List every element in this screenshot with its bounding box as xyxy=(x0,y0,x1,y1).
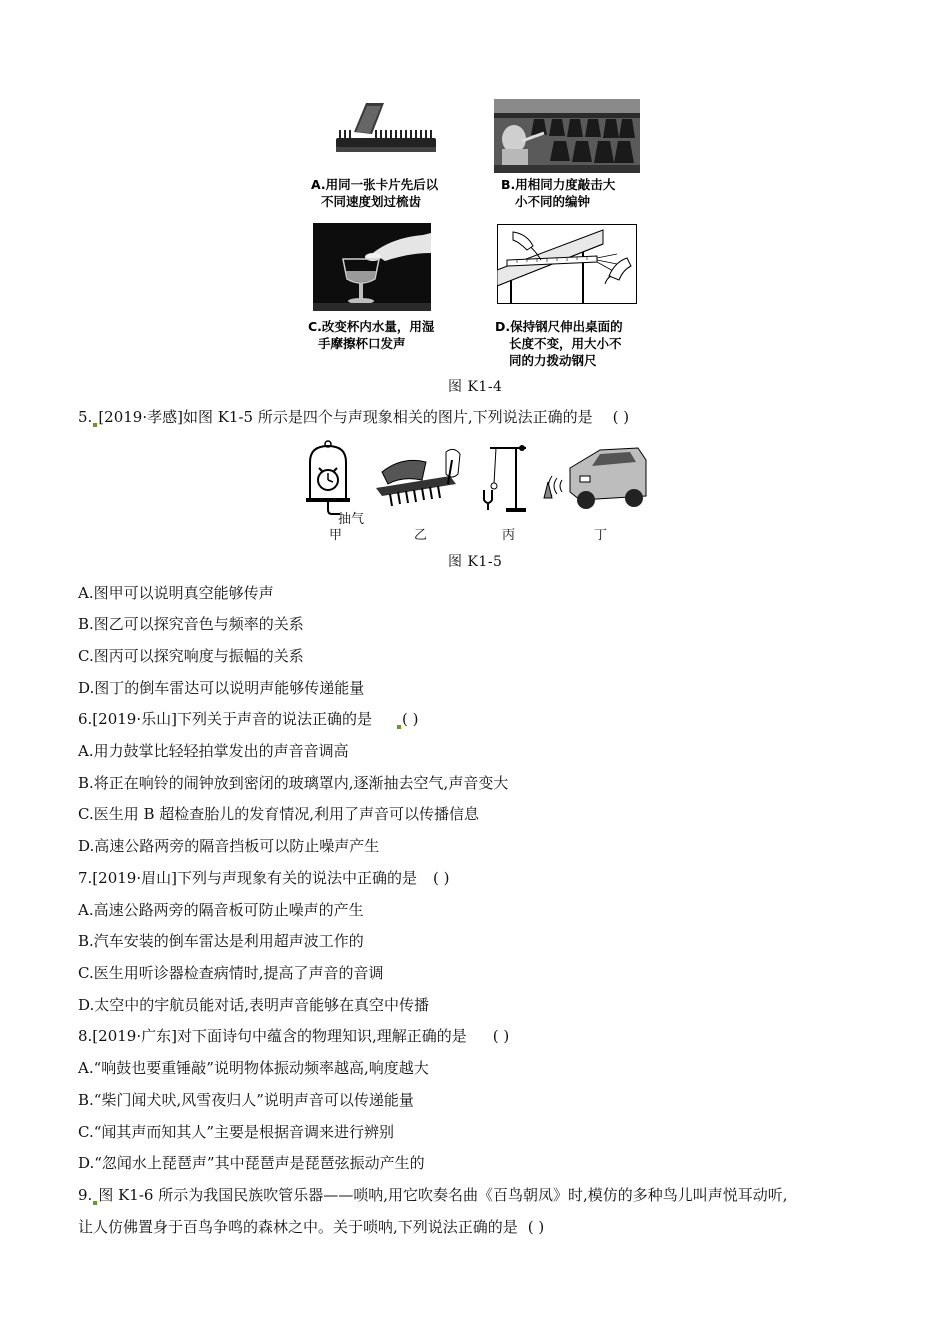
answer-paren: ( ) xyxy=(527,1218,545,1236)
caption-a-line1: A.用同一张卡片先后以 xyxy=(311,177,439,192)
answer-paren: ( ) xyxy=(432,869,450,887)
caption-c-line2: 手摩擦杯口发声 xyxy=(318,336,406,351)
question-5-stem xyxy=(78,407,629,427)
question-7-text: 7.[2019·眉山]下列与声现象有关的说法中正确的是 xyxy=(78,869,417,887)
answer-paren: ( ) xyxy=(612,408,630,426)
q8-option-b: B.“柴门闻犬吠,风雪夜归人”说明声音可以传递能量 xyxy=(78,1091,414,1109)
q8-option-d: D.“忽闻水上琵琶声”其中琵琶声是琵琶弦振动产生的 xyxy=(78,1154,425,1172)
figure-c-glass-finger-photo xyxy=(313,223,431,311)
question-5-text: [2019·孝感]如图 K1-5 所示是四个与声现象相关的图片,下列说法正确的是 xyxy=(98,408,593,426)
q8-option-c: C.“闻其声而知其人”主要是根据音调来进行辨别 xyxy=(78,1123,395,1141)
q7-option-c: C.医生用听诊器检查病情时,提高了声音的音调 xyxy=(78,964,384,982)
edit-mark xyxy=(93,1201,97,1205)
figure-label-jia: 甲 xyxy=(329,528,343,543)
question-9-text-line2: 让人仿佛置身于百鸟争鸣的森林之中。关于唢呐,下列说法正确的是 xyxy=(78,1218,518,1236)
q6-option-d: D.高速公路两旁的隔音挡板可以防止噪声产生 xyxy=(78,837,380,855)
tuning-fork-icon xyxy=(484,445,526,512)
car-radar-icon xyxy=(544,448,646,509)
q5-option-a: A.图甲可以说明真空能够传声 xyxy=(78,584,274,602)
q5-option-d: D.图丁的倒车雷达可以说明声能够传递能量 xyxy=(78,679,365,697)
caption-d-line1: D.保持钢尺伸出桌面的 xyxy=(495,319,623,334)
q5-option-c: C.图丙可以探究响度与振幅的关系 xyxy=(78,647,304,665)
q6-option-c: C.医生用 B 超检查胎儿的发育情况,利用了声音可以传播信息 xyxy=(78,805,480,823)
pump-label: 抽气 xyxy=(338,512,365,527)
comb-hand-icon xyxy=(376,449,460,506)
q5-option-b: B.图乙可以探究音色与频率的关系 xyxy=(78,615,304,633)
answer-paren: ( ) xyxy=(492,1027,510,1045)
edit-mark xyxy=(397,725,401,729)
answer-paren: ( ) xyxy=(401,710,419,728)
caption-b-line1: B.用相同力度敲击大 xyxy=(501,177,616,192)
figure-k1-5-label: 图 K1-5 xyxy=(448,554,503,570)
figure-label-ding: 丁 xyxy=(594,528,608,543)
question-9-line1 xyxy=(78,1185,788,1205)
question-9-text-line1: 图 K1-6 所示为我国民族吹管乐器——唢呐,用它吹奏名曲《百鸟朝凤》时,模仿的多种鸟儿叫声悦耳动听, xyxy=(98,1186,788,1204)
figure-label-yi: 乙 xyxy=(414,528,428,543)
figure-a-comb-card xyxy=(332,100,440,162)
figure-d-ruler-table xyxy=(497,224,637,304)
caption-d-line3: 同的力拨动钢尺 xyxy=(509,353,597,368)
question-6-stem xyxy=(78,709,418,729)
q8-option-a: A.“响鼓也要重锤敲”说明物体振动频率越高,响度越大 xyxy=(78,1059,429,1077)
question-8-text: 8.[2019·广东]对下面诗句中蕴含的物理知识,理解正确的是 xyxy=(78,1027,467,1045)
q6-option-a: A.用力鼓掌比轻轻拍掌发出的声音音调高 xyxy=(78,742,349,760)
caption-c-line1: C.改变杯内水量，用湿 xyxy=(308,319,435,334)
caption-b-line2: 小不同的编钟 xyxy=(515,194,591,209)
question-7-stem xyxy=(78,868,449,888)
caption-a-line2: 不同速度划过梳齿 xyxy=(321,194,422,209)
q6-option-b: B.将正在响铃的闹钟放到密闭的玻璃罩内,逐渐抽去空气,声音变大 xyxy=(78,774,509,792)
question-9-number: 9. xyxy=(78,1186,93,1204)
question-8-stem xyxy=(78,1026,509,1046)
question-5-number: 5. xyxy=(78,408,93,426)
caption-d-line2: 长度不变，用大小不 xyxy=(509,336,622,351)
q7-option-b: B.汽车安装的倒车雷达是利用超声波工作的 xyxy=(78,932,364,950)
question-6-text: 6.[2019·乐山]下列关于声音的说法正确的是 xyxy=(78,710,372,728)
question-9-line2 xyxy=(78,1217,544,1237)
figure-label-bing: 丙 xyxy=(502,528,516,543)
edit-mark xyxy=(93,423,97,427)
q7-option-d: D.太空中的宇航员能对话,表明声音能够在真空中传播 xyxy=(78,996,430,1014)
figure-b-chime-bells-photo xyxy=(494,99,640,173)
q7-option-a: A.高速公路两旁的隔音板可防止噪声的产生 xyxy=(78,901,364,919)
bell-jar-icon xyxy=(306,441,350,514)
figure-k1-4-label: 图 K1-4 xyxy=(448,379,503,395)
